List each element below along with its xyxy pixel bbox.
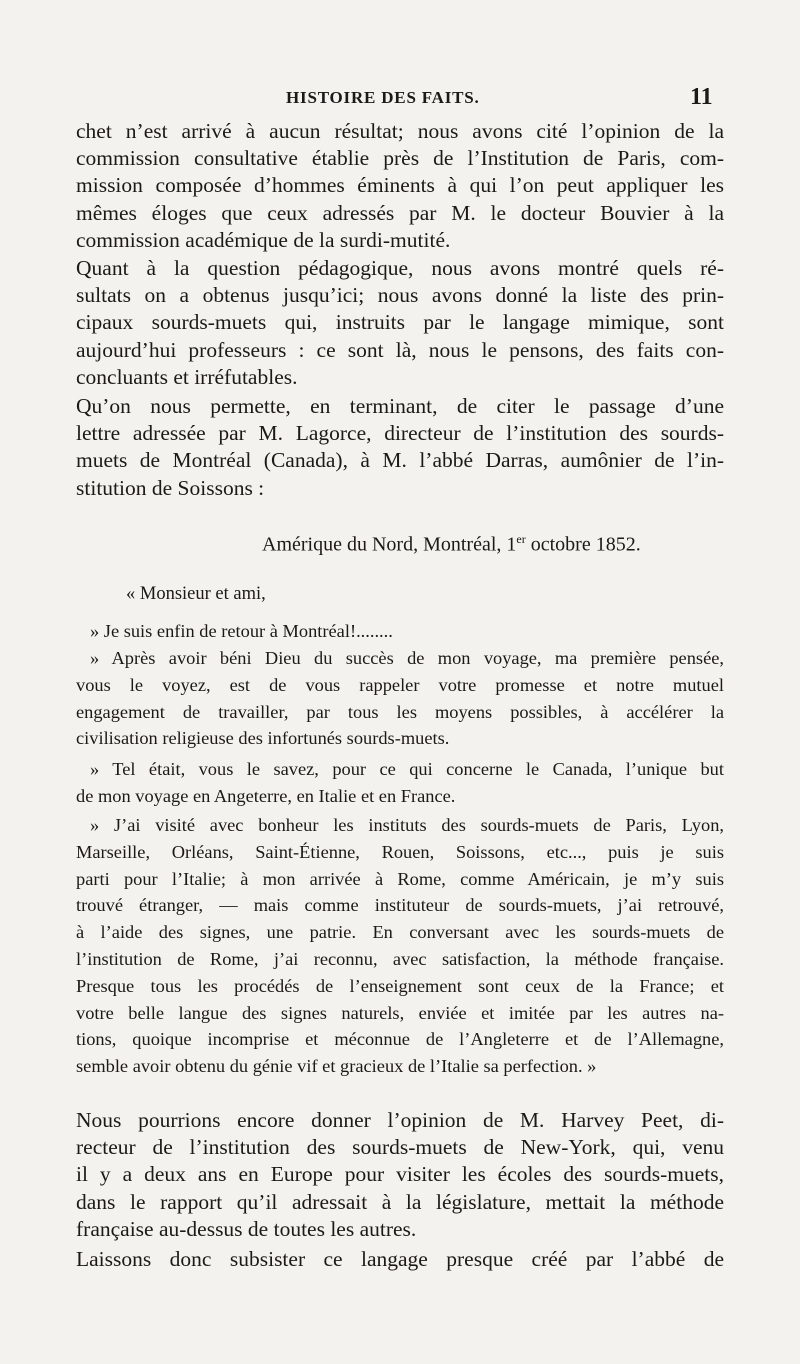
letter-paragraph-2 [76,645,724,752]
text-line: l’institution de Rome, j’ai reconnu, avec satisfaction, la méthode française. [76,948,724,969]
letter-paragraph-3 [76,756,724,810]
text-line: tions, quoique incomprise et méconnue de l’Angleterre et de l’Allemagne, [76,1029,724,1050]
text-line: commission consultative établie près de l’Institution de Paris, com- [76,146,724,171]
text-line: Quant à la question pédagogique, nous avons montré quels ré- [76,256,724,280]
text-line: dans le rapport qu’il adressait à la législature, mettait la méthode [76,1189,724,1214]
text-line: » J’ai visité avec bonheur les instituts des sourds-muets de Paris, Lyon, [90,815,724,835]
text-line: lettre adressée par M. Lagorce, directeur de l’institution des sourds- [76,421,724,446]
text-line: votre belle langue des signes naturels, enviée et imitée par les autres na- [76,1002,724,1023]
letter-dateline: Amérique du Nord, Montréal, 1er octobre 1852. [262,532,641,556]
text-line: » Après avoir béni Dieu du succès de mon voyage, ma première pensée, [90,648,724,668]
page-number: 11 [690,84,713,110]
text-line: vous le voyez, est de vous rappeler votre promesse et notre mutuel [76,674,724,695]
text-line: française au-dessus de toutes les autres. [76,1216,417,1241]
text-line: chet n’est arrivé à aucun résultat; nous avons cité l’opinion de la [76,119,724,143]
letter-paragraph-1 [76,618,724,645]
text-line: semble avoir obtenu du génie vif et gracieux de l’Italie sa perfection. » [76,1056,597,1077]
text-line: de mon voyage en Angeterre, en Italie et en France. [76,785,456,806]
text-line: trouvé étranger, — mais comme instituteur de sourds-muets, j’ai retrouvé, [76,895,724,916]
text-line: mission composée d’hommes éminents à qui l’on peut appliquer les [76,173,724,198]
text-line: muets de Montréal (Canada), à M. l’abbé Darras, aumônier de l’in- [76,448,724,473]
text-line: Marseille, Orléans, Saint-Étienne, Rouen, Soissons, etc..., puis je suis [76,841,724,862]
paragraph-3 [76,393,724,502]
running-head [0,84,800,114]
running-title: HISTOIRE DES FAITS. [286,88,480,107]
text-line: Qu’on nous permette, en terminant, de citer le passage d’une [76,394,724,418]
paragraph-5 [76,1246,724,1273]
text-line: commission académique de la surdi-mutité. [76,227,451,252]
text-line: » Je suis enfin de retour à Montréal!........ [90,621,393,641]
text-line: concluants et irréfutables. [76,364,298,389]
text-line: Laissons donc subsister ce langage presque créé par l’abbé de [76,1247,724,1271]
text-line: stitution de Soissons : [76,475,265,500]
text-line: parti pour l’Italie; à mon arrivée à Rome, comme Américain, je m’y suis [76,868,724,889]
paragraph-4 [76,1107,724,1243]
text-line: aujourd’hui professeurs : ce sont là, nous le pensons, des faits con- [76,337,724,362]
letter-salutation: « Monsieur et ami, [126,584,266,604]
text-line: civilisation religieuse des infortunés sourds-muets. [76,728,450,749]
letter-paragraph-4 [76,812,724,1080]
text-line: à l’aide des signes, une patrie. En conversant avec les sourds-muets de [76,922,724,943]
paragraph-1 [76,118,724,254]
text-line: recteur de l’institution des sourds-muets de New-York, qui, venu [76,1135,724,1160]
text-line: Presque tous les procédés de l’enseignement sont ceux de la France; et [76,975,724,996]
text-line: » Tel était, vous le savez, pour ce qui concerne le Canada, l’unique but [90,759,724,779]
text-line: sultats on a obtenus jusqu’ici; nous avons donné la liste des prin- [76,283,724,308]
text-line: cipaux sourds-muets qui, instruits par le langage mimique, sont [76,310,724,335]
text-line: mêmes éloges que ceux adressés par M. le docteur Bouvier à la [76,200,724,225]
text-line: engagement de travailler, par tous les moyens possibles, à accélérer la [76,701,724,722]
text-line: il y a deux ans en Europe pour visiter les écoles des sourds-muets, [76,1162,724,1187]
text-line: Nous pourrions encore donner l’opinion de M. Harvey Peet, di- [76,1108,724,1132]
paragraph-2 [76,255,724,391]
